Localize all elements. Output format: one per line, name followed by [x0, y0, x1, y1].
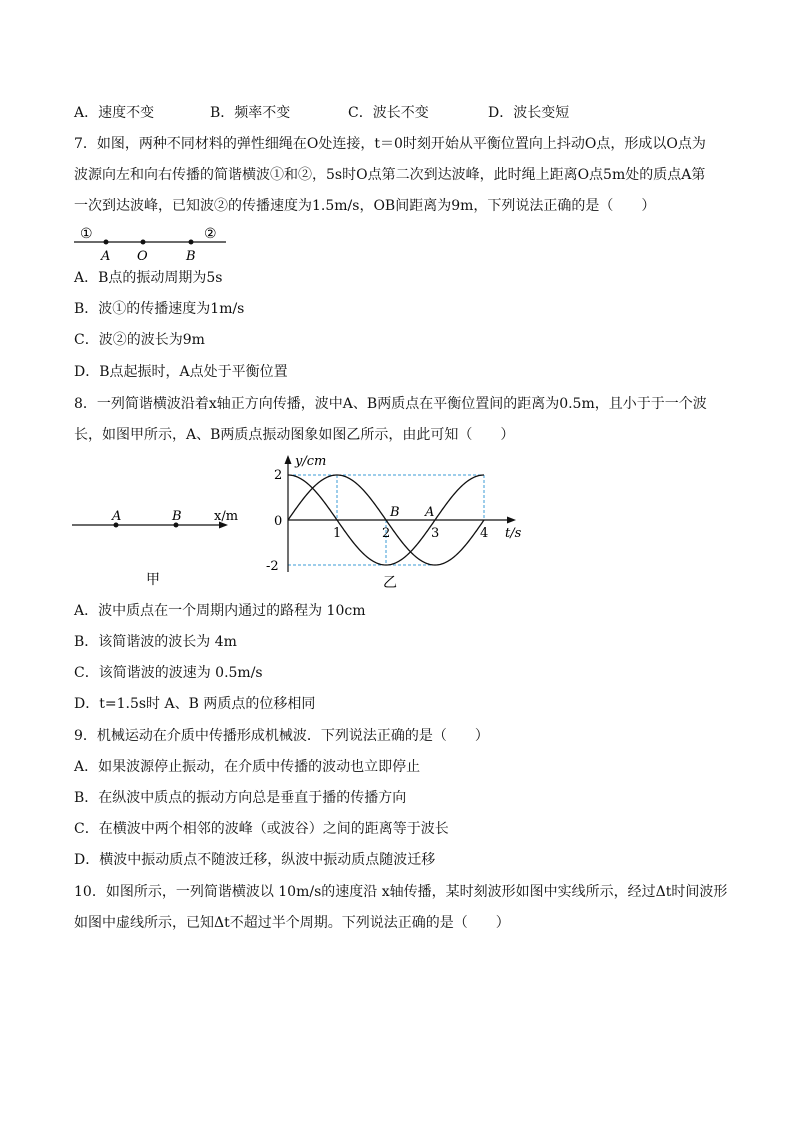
jia-label-a: A	[112, 509, 122, 524]
q8-option-a: A．波中质点在一个周期内通过的路程为 10cm	[74, 603, 366, 619]
q7-wave1-label: ①	[80, 226, 93, 242]
q8-stem-line-1: 8．一列简谐横波沿着x轴正方向传播，波中A、B两质点在平衡位置间的距离为0.5m，且小于于一个波	[74, 396, 707, 412]
q7-point-o	[141, 240, 146, 245]
q8-stem-line-2: 长，如图甲所示，A、B两质点振动图象如图乙所示，由此可知（ ）	[74, 427, 515, 443]
q9-stem: 9．机械运动在介质中传播形成机械波．下列说法正确的是（ ）	[74, 728, 489, 744]
origin-label: 0	[274, 514, 283, 529]
q7-label-o: O	[137, 249, 148, 264]
curve-label-b: B	[390, 505, 400, 520]
q8-option-d: D．t=1.5s时 A、B 两质点的位移相同	[74, 696, 316, 712]
q9-option-d: D．横波中振动质点不随波迁移，纵波中振动质点随波迁移	[74, 852, 436, 868]
jia-label-b: B	[172, 509, 182, 524]
q6-options	[74, 103, 734, 123]
q6-option-d: D．波长变短	[488, 105, 570, 121]
q7-stem-line-3: 一次到达波峰，已知波②的传播速度为1.5m/s，OB间距离为9m，下列说法正确的是（ ）	[74, 198, 656, 214]
x-tick-label-3: 3	[431, 526, 440, 541]
x-tick-label-1: 1	[333, 526, 342, 541]
jia-axis-label: x/m	[214, 509, 239, 524]
y-tick-label-2: 2	[274, 468, 283, 483]
q9-option-c: C．在横波中两个相邻的波峰（或波谷）之间的距离等于波长	[74, 821, 449, 837]
q7-rope-figure	[70, 222, 240, 264]
q7-label-a: A	[101, 249, 111, 264]
q8-option-c: C．该简谐波的波速为 0.5m/s	[74, 665, 263, 681]
q7-point-a	[104, 240, 109, 245]
q6-option-a: A．速度不变	[74, 105, 155, 121]
q8-figure-jia	[70, 505, 260, 590]
q7-option-b: B．波①的传播速度为1m/s	[74, 301, 245, 317]
q7-point-b	[189, 240, 194, 245]
x-tick-label-2: 2	[382, 526, 391, 541]
q7-stem-line-1: 7．如图，两种不同材料的弹性细绳在O处连接，t＝0时刻开始从平衡位置向上抖动O点，形成以O点为	[74, 136, 706, 152]
q8-option-b: B．该简谐波的波长为 4m	[74, 634, 237, 650]
y-axis-arrow	[285, 455, 292, 464]
x-axis-label: t/s	[505, 526, 522, 541]
jia-caption: 甲	[146, 572, 160, 588]
x-tick-label-4: 4	[480, 526, 489, 541]
q6-option-c: C．波长不变	[348, 105, 429, 121]
q7-option-c: C．波②的波长为9m	[74, 332, 205, 348]
q10-stem-line-1: 10．如图所示，一列简谐横波以 10m/s的速度沿 x轴传播，某时刻波形如图中实线所示，经过Δt时间波形	[74, 884, 728, 900]
y-axis-label: y/cm	[295, 454, 327, 469]
x-axis-arrow	[507, 517, 516, 524]
q6-option-b: B．频率不变	[210, 105, 291, 121]
q7-wave2-label: ②	[204, 226, 217, 242]
q8-figure-yi-chart	[262, 448, 532, 593]
q7-option-a: A．B点的振动周期为5s	[74, 270, 223, 286]
q9-option-a: A．如果波源停止振动，在介质中传播的波动也立即停止	[74, 759, 421, 775]
q10-stem-line-2: 如图中虚线所示，已知Δt不超过半个周期。下列说法正确的是（ ）	[74, 915, 510, 931]
q9-option-b: B．在纵波中质点的振动方向总是垂直于播的传播方向	[74, 790, 407, 806]
q7-stem-line-2: 波源向左和向右传播的简谐横波①和②，5s时O点第二次到达波峰，此时绳上距离O点5m处的质点A第	[74, 167, 706, 183]
q7-option-d: D．B点起振时，A点处于平衡位置	[74, 364, 288, 380]
y-tick-label-neg2: -2	[266, 559, 279, 574]
yi-caption: 乙	[383, 575, 397, 591]
q7-label-b: B	[186, 249, 196, 264]
curve-label-a: A	[425, 505, 435, 520]
